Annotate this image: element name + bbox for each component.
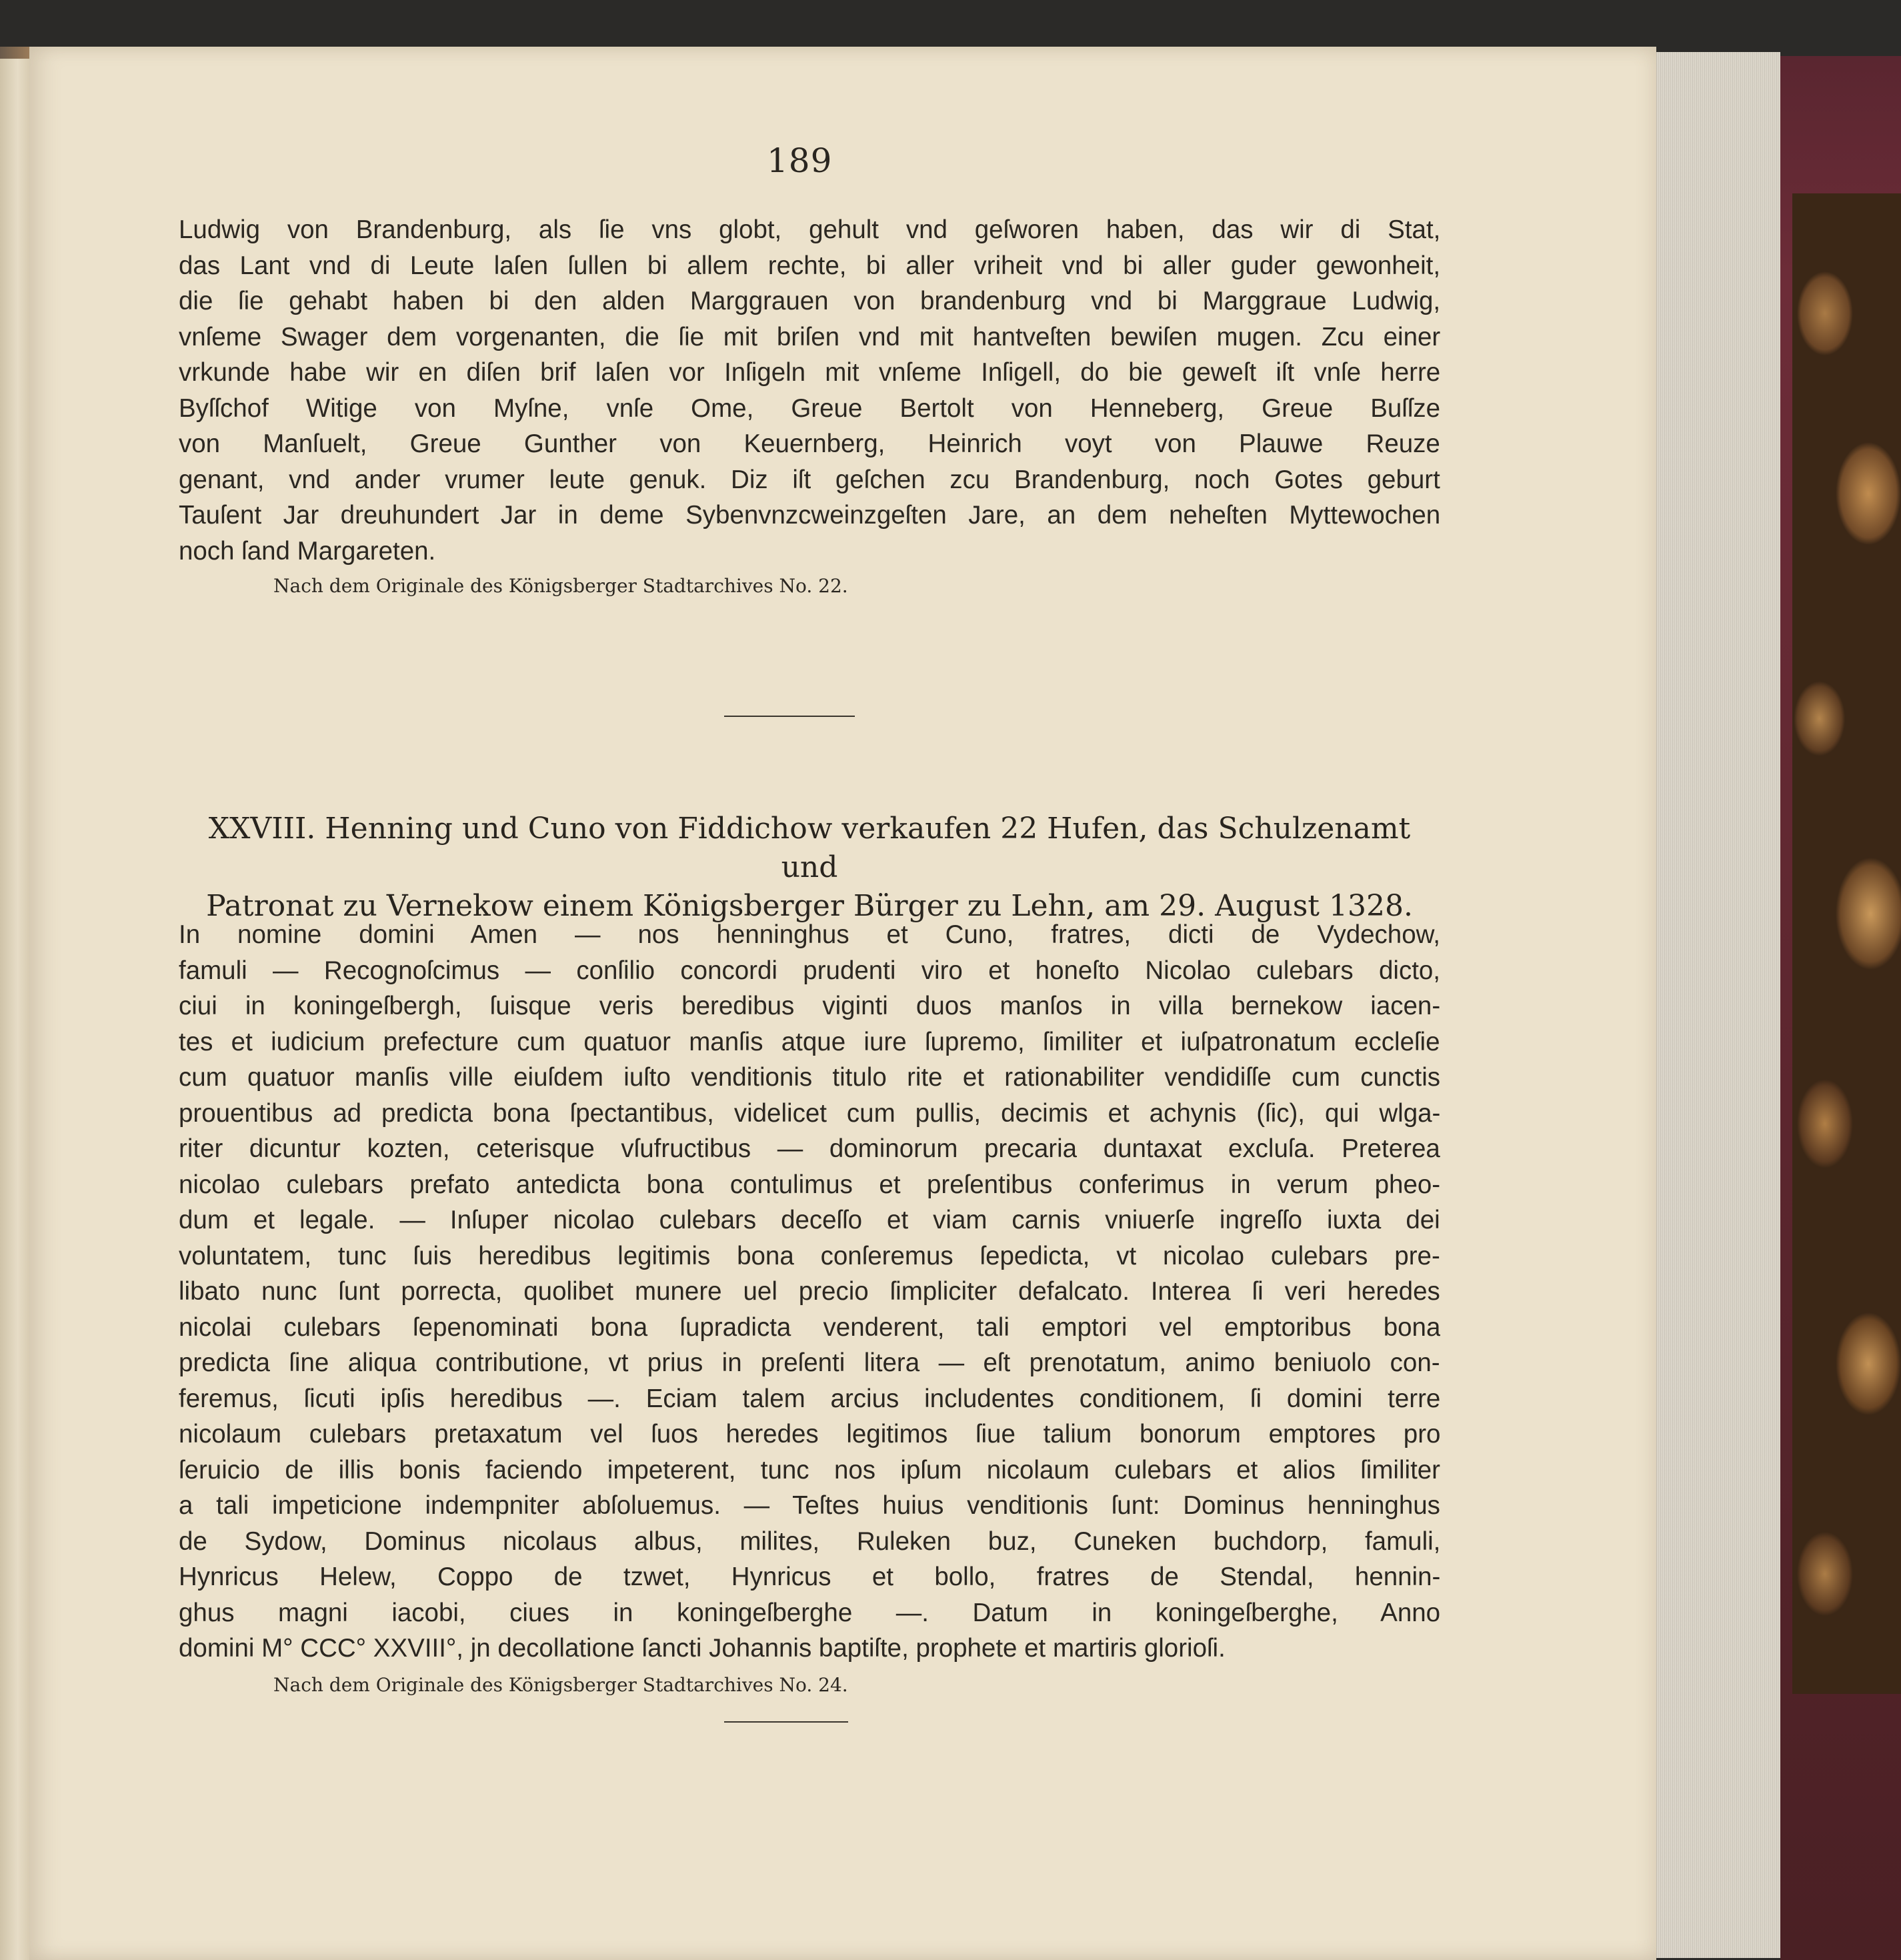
text-line: cum quatuor manſis ville eiuſdem iuſto venditionis titulo rite et rationabiliter vendidiſſe cum cunctis — [179, 1063, 1440, 1092]
page-number: 189 — [767, 141, 833, 180]
text-line: prouentibus ad predicta bona ſpectantibus, videlicet cum pullis, decimis et achynis (ſic), qui wlga- — [179, 1098, 1440, 1128]
text-line: domini M° CCC° XXVIII°, jn decollatione ſancti Johannis baptiſte, prophete et martiris glorioſi. — [179, 1634, 1226, 1663]
text-line: vrkunde habe wir en diſen brif laſen vor Inſigeln mit vnſeme Inſigell, do bie geweſt iſt vnſe herre — [179, 358, 1440, 387]
text-line: das Lant vnd di Leute laſen ſullen bi allem rechte, bi aller vriheit vnd bi aller guder gewonheit, — [179, 251, 1440, 280]
source-note-1: Nach dem Originale des Königsberger Stadtarchives No. 22. — [273, 575, 848, 597]
text-line: nicolao culebars prefato antedicta bona contulimus et preſentibus conferimus in verum pheo- — [179, 1170, 1440, 1199]
section-divider-end — [724, 1721, 848, 1723]
document-heading — [179, 810, 1440, 926]
text-line: vnſeme Swager dem vorgenanten, die ſie mit briſen vnd mit hantveſten bewiſen mugen. Zcu einer — [179, 322, 1440, 351]
text-line: Byſſchof Witige von Myſne, vnſe Ome, Greue Bertolt von Henneberg, Greue Buſſze — [179, 393, 1440, 423]
text-line: noch ſand Margareten. — [179, 536, 436, 566]
text-line: de Sydow, Dominus nicolaus albus, milites, Ruleken buz, Cuneken buchdorp, famuli, — [179, 1527, 1440, 1556]
text-line: In nomine domini Amen — nos henninghus et Cuno, fratres, dicti de Vydechow, — [179, 920, 1440, 949]
text-line: die ſie gehabt haben bi den alden Marggrauen von brandenburg vnd bi Marggraue Ludwig, — [179, 287, 1440, 315]
heading-line: Patronat zu Vernekow einem Königsberger Bürger zu Lehn, am 29. August 1328. — [206, 889, 1413, 923]
text-line: famuli — Recognoſcimus — conſilio concordi prudenti viro et honeſto Nicolao culebars dicto, — [179, 956, 1440, 985]
left-page-edge — [0, 59, 31, 1960]
text-line: a tali impeticione indempniter abſoluemus. — Teſtes huius venditionis ſunt: Dominus henninghus — [179, 1491, 1440, 1520]
text-line: riter dicuntur kozten, ceterisque vſufructibus — dominorum precaria duntaxat excluſa. Preterea — [179, 1134, 1440, 1163]
text-line: Hynricus Helew, Coppo de tzwet, Hynricus et bollo, fratres de Stendal, hennin- — [179, 1563, 1440, 1591]
text-line: predicta ſine aliqua contributione, vt prius in preſenti litera — eſt prenotatum, animo beniuolo con- — [179, 1348, 1440, 1377]
marbled-cover — [1792, 193, 1901, 1694]
text-line: tes et iudicium prefecture cum quatuor manſis atque iure ſupremo, ſimiliter et iuſpatronatum eccleſie — [179, 1027, 1440, 1056]
text-line: voluntatem, tunc ſuis heredibus legitimis bona conſeremus ſepedicta, vt nicolao culebars pre- — [179, 1241, 1440, 1270]
text-line: genant, vnd ander vrumer leute genuk. Diz iſt geſchen zcu Brandenburg, noch Gotes geburt — [179, 465, 1440, 494]
charter-text-1 — [179, 212, 1440, 569]
heading-line: XXVIII. Henning und Cuno von Fiddichow verkaufen 22 Hufen, das Schulzenamt und — [208, 812, 1411, 884]
text-line: nicolaum culebars pretaxatum vel ſuos heredes legitimos ſiue talium bonorum emptores pro — [179, 1420, 1440, 1448]
text-line: ciui in koningeſbergh, ſuisque veris beredibus viginti duos manſos in villa bernekow iacen- — [179, 992, 1440, 1020]
charter-text-2 — [179, 917, 1440, 1667]
text-line: Tauſent Jar dreuhundert Jar in deme Sybenvnzcweinzgeſten Jare, an dem neheſten Myttewochen — [179, 501, 1440, 530]
text-line: ſeruicio de illis bonis faciendo impeterent, tunc nos ipſum nicolaum culebars et alios ſimiliter — [179, 1455, 1440, 1485]
text-line: feremus, ſicuti ipſis heredibus —. Eciam talem arcius includentes conditionem, ſi domini terre — [179, 1384, 1440, 1413]
text-line: ghus magni iacobi, ciues in koningeſberghe —. Datum in koningeſberghe, Anno — [179, 1598, 1440, 1627]
section-divider — [724, 716, 855, 717]
source-note-2: Nach dem Originale des Königsberger Stadtarchives No. 24. — [273, 1674, 848, 1696]
text-line: von Manſuelt, Greue Gunther von Keuernberg, Heinrich voyt von Plauwe Reuze — [179, 429, 1440, 458]
page-edges — [1656, 52, 1780, 1958]
text-line: nicolai culebars ſepenominati bona ſupradicta venderent, tali emptori vel emptoribus bona — [179, 1312, 1440, 1342]
text-line: Ludwig von Brandenburg, als ſie vns globt, gehult vnd geſworen haben, das wir di Stat, — [179, 215, 1440, 244]
text-line: libato nunc ſunt porrecta, quolibet munere uel precio ſimpliciter defalcato. Interea ſi veri heredes — [179, 1277, 1440, 1306]
text-line: dum et legale. — Inſuper nicolao culebars deceſſo et viam carnis vniuerſe ingreſſo iuxta dei — [179, 1206, 1440, 1234]
